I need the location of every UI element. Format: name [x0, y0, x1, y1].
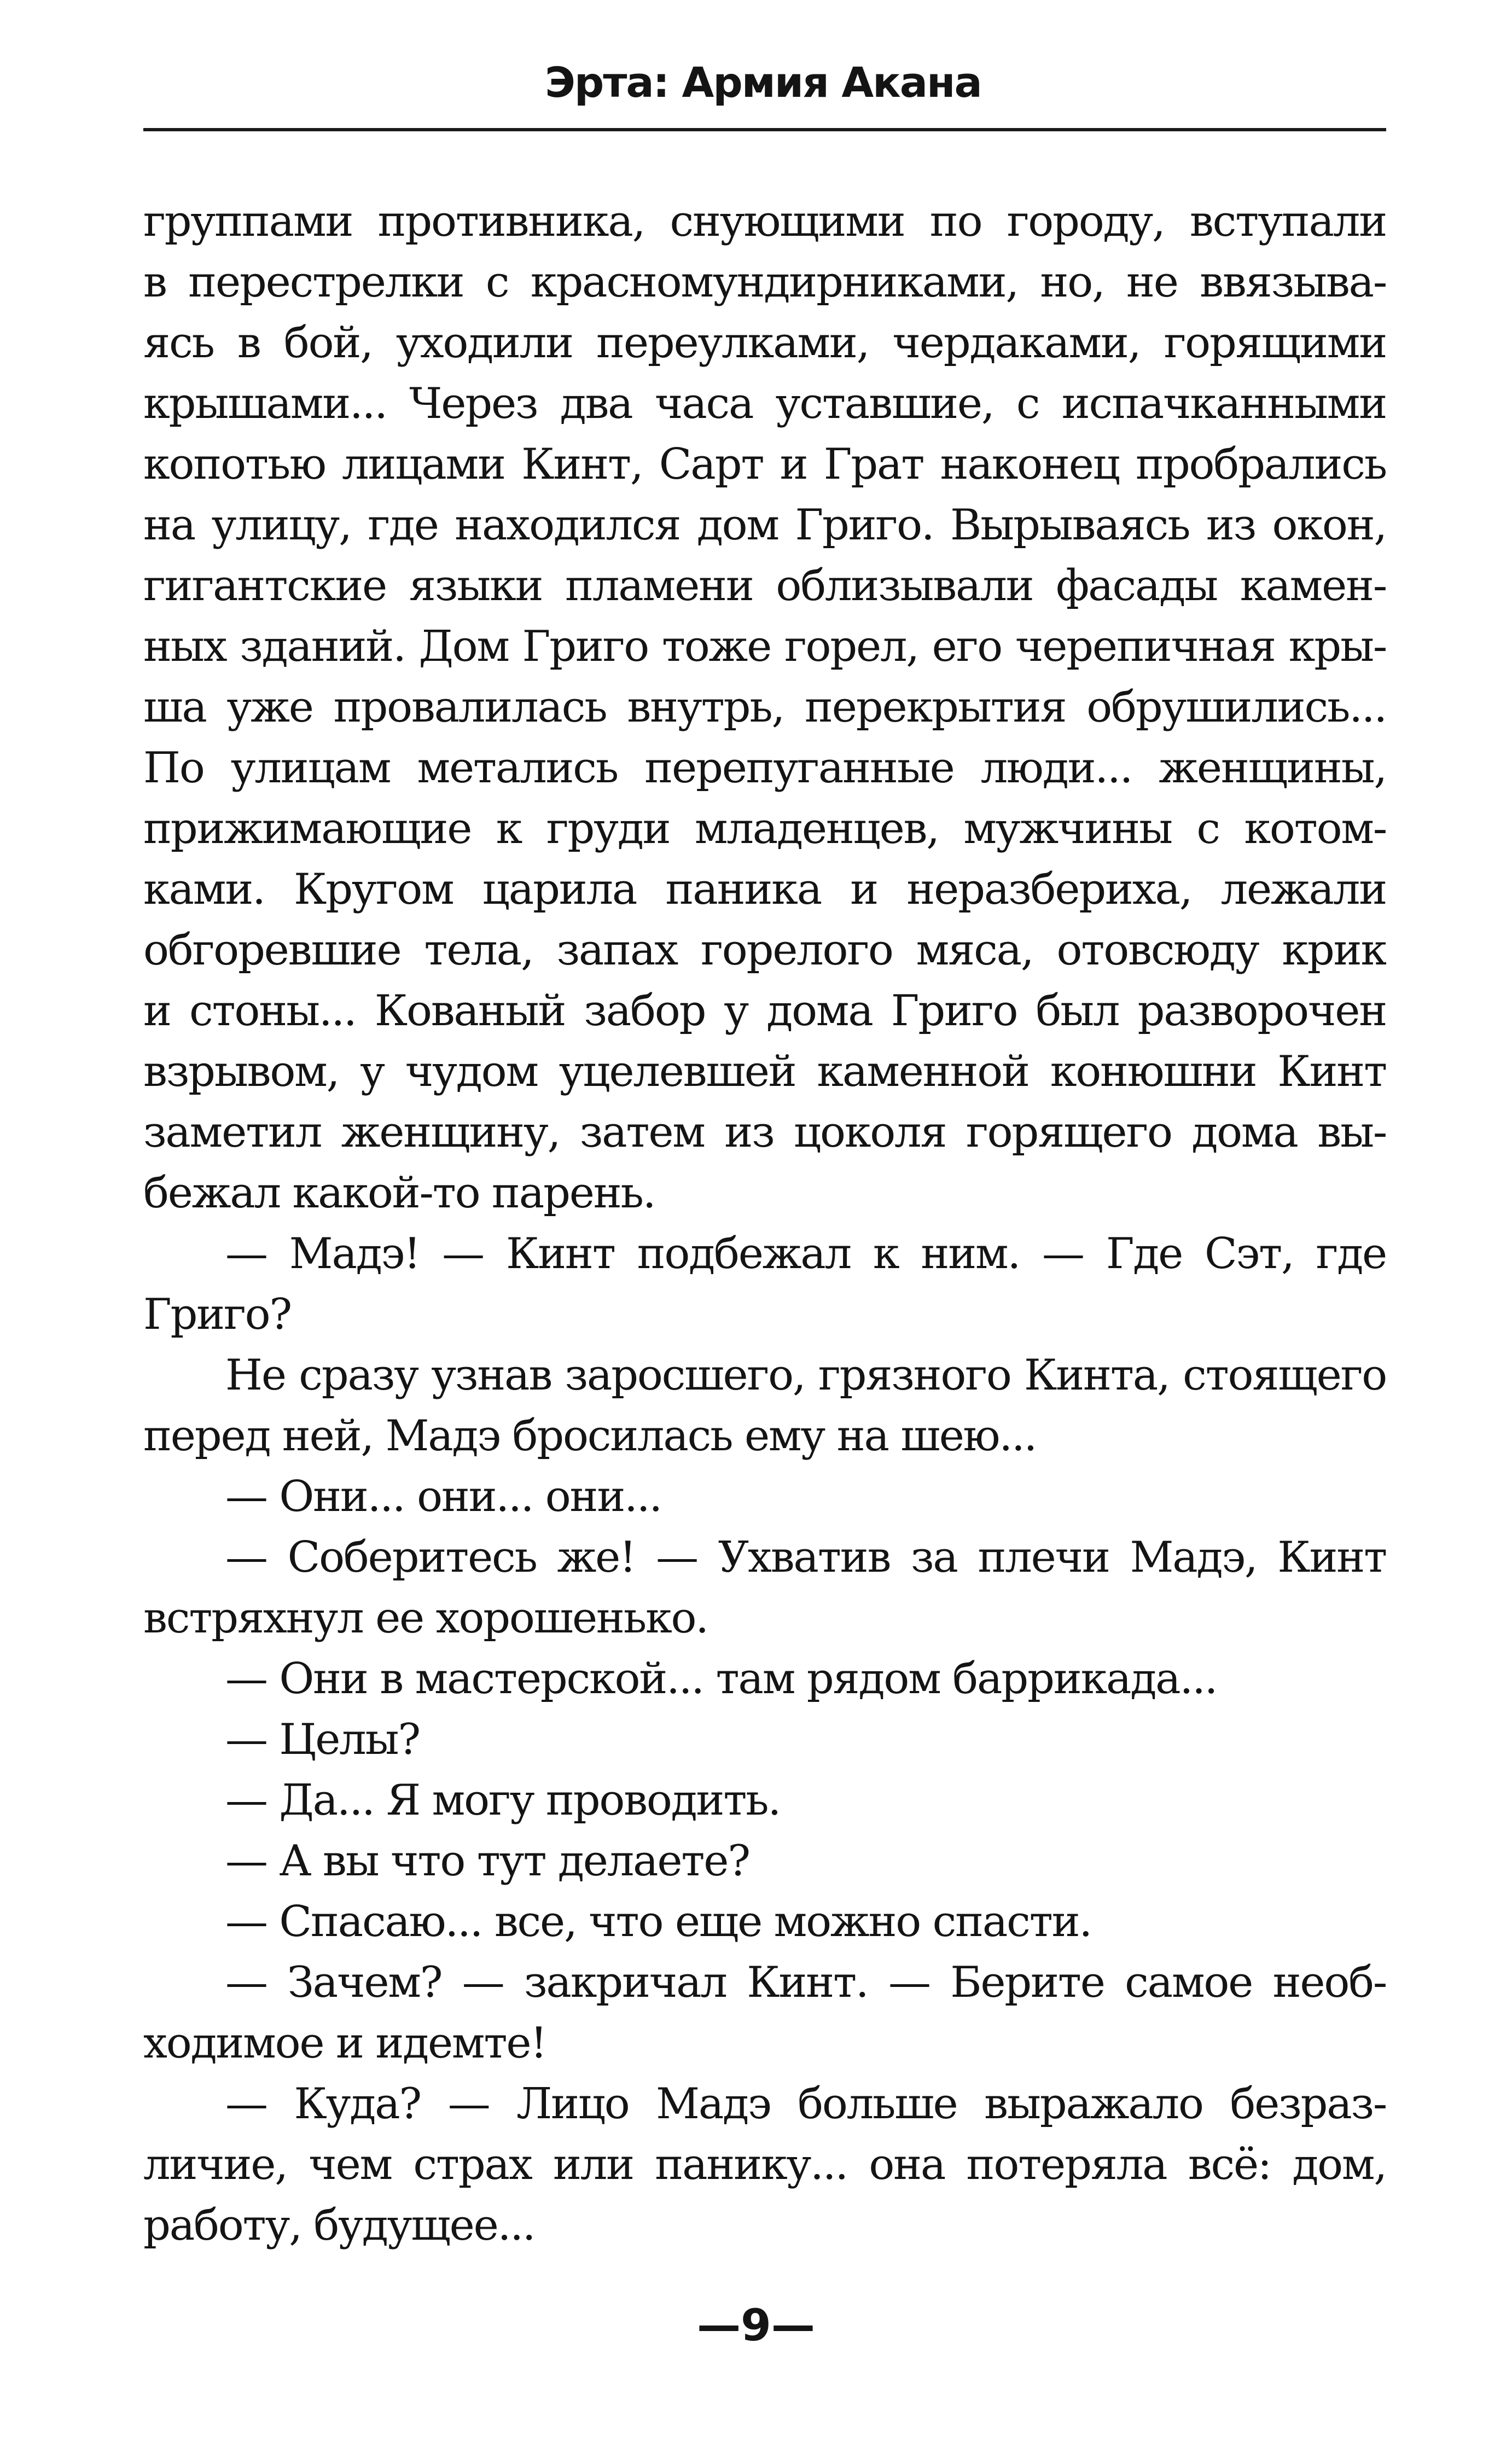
text-line: — Куда? — Лицо Мадэ больше выражало безраз- — [225, 2079, 1386, 2129]
text-line: на улицу, где находился дом Григо. Вырываясь из окон, — [143, 501, 1386, 550]
text-line: заметил женщину, затем из цоколя горящего дома вы- — [143, 1108, 1386, 1157]
text-line: личие, чем страх или панику... она потеряла всё: дом, — [143, 2140, 1386, 2189]
text-line: ных зданий. Дом Григо тоже горел, его черепичная кры- — [143, 622, 1386, 671]
text-line: — Они в мастерской... там рядом баррикада... — [225, 1654, 1217, 1704]
text-line: и стоны... Кованый забор у дома Григо был разворочен — [143, 986, 1386, 1036]
text-line: ходимое и идемте! — [143, 2019, 546, 2068]
text-line: ками. Кругом царила паника и неразбериха, лежали — [143, 865, 1386, 914]
header-rule — [143, 128, 1386, 131]
text-line: копотью лицами Кинт, Сарт и Грат наконец пробрались — [143, 440, 1386, 489]
text-line: взрывом, у чудом уцелевшей каменной конюшни Кинт — [143, 1047, 1386, 1096]
body-text — [143, 191, 1386, 2256]
text-line: перед ней, Мадэ бросилась ему на шею... — [143, 1411, 1037, 1461]
text-line: крышами... Через два часа уставшие, с испачканными — [143, 379, 1386, 428]
text-line: бежал какой-то парень. — [143, 1169, 655, 1218]
text-line: работу, будущее... — [143, 2201, 535, 2250]
text-line: — Они... они... они... — [225, 1472, 661, 1521]
text-line: — А вы что тут делаете? — [225, 1836, 749, 1886]
text-line: — Да... Я могу проводить. — [225, 1776, 781, 1825]
text-line: ша уже провалилась внутрь, перекрытия обрушились... — [143, 683, 1386, 732]
text-line: гигантские языки пламени облизывали фасады камен- — [143, 561, 1386, 611]
text-line: — Спасаю... все, что еще можно спасти. — [225, 1897, 1092, 1946]
text-line: — Мадэ! — Кинт подбежал к ним. — Где Сэт, где — [225, 1229, 1386, 1278]
text-line: По улицам метались перепуганные люди... женщины, — [143, 743, 1386, 793]
text-line: — Целы? — [225, 1715, 420, 1764]
text-line: группами противника, снующими по городу, вступали — [143, 197, 1386, 246]
text-line: — Соберитесь же! — Ухватив за плечи Мадэ, Кинт — [225, 1533, 1386, 1582]
text-line: Григо? — [143, 1290, 292, 1339]
running-head-title: Эрта: Армия Акана — [545, 58, 981, 107]
text-line: обгоревшие тела, запах горелого мяса, отовсюду крик — [143, 926, 1386, 975]
text-line: прижимающие к груди младенцев, мужчины с котом- — [143, 804, 1386, 853]
page-number: —9— — [697, 2300, 815, 2351]
text-line: ясь в бой, уходили переулками, чердаками, горящими — [143, 318, 1386, 368]
text-line: Не сразу узнав заросшего, грязного Кинта, стоящего — [225, 1351, 1386, 1400]
text-line: — Зачем? — закричал Кинт. — Берите самое необ- — [225, 1958, 1386, 2007]
text-line: в перестрелки с красномундирниками, но, не ввязыва- — [143, 258, 1386, 307]
text-line: встряхнул ее хорошенько. — [143, 1594, 708, 1643]
